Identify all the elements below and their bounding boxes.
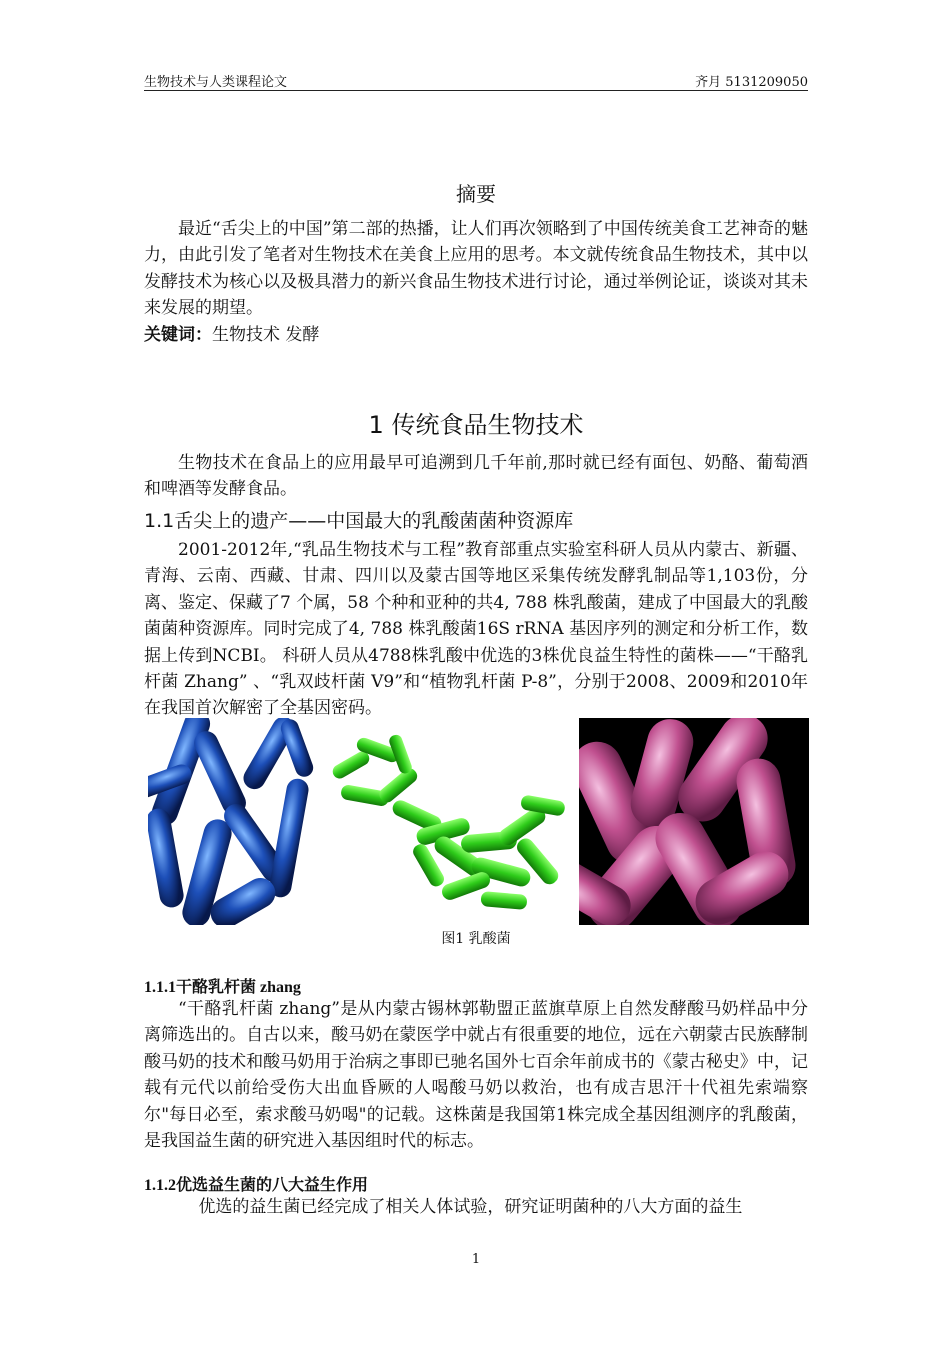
pink-bacteria-image bbox=[579, 718, 809, 925]
section-1-1-1-text: “干酪乳杆菌 zhang”是从内蒙古锡林郭勒盟正蓝旗草原上自然发酵酸马奶样品中分离筛选出的。自古以来，酸马奶在蒙医学中就占有很重要的地位，远在六朝蒙古民族酵制酸马奶的技术和酸马奶用于治病之事即已驰名国外七百余年前成书的《蒙古秘史》中，记载有元代以前给受伤大出血昏厥的人喝酸马奶以救治，也有成吉思汗十代祖先索端察尔"每日必至，索求酸马奶喝"的记载。这株菌是我国第1株完成全基因组测序的乳酸菌，是我国益生菌的研究进入基因组时代的标志。 bbox=[144, 999, 808, 1152]
abstract-title: 摘要 bbox=[456, 182, 496, 206]
section-1-1-1-body bbox=[144, 996, 808, 1154]
keywords-label: 关键词： bbox=[144, 324, 212, 345]
green-bacteria-image bbox=[321, 718, 574, 925]
section-1-1-title: 1.1舌尖上的遗产——中国最大的乳酸菌菌种资源库 bbox=[144, 510, 574, 532]
page-header bbox=[144, 69, 808, 91]
section-1-1-1-title: 1.1.1干酪乳杆菌 zhang bbox=[144, 979, 301, 996]
section-1-1-2-body bbox=[144, 1194, 808, 1220]
abstract-text: 最近“舌尖上的中国”第二部的热播，让人们再次领略到了中国传统美食工艺神奇的魅力，由此引发了笔者对生物技术在美食上应用的思考。本文就传统食品生物技术，其中以发酵技术为核心以及极具潜力的新兴食品生物技术进行讨论，通过举例论证，谈谈对其未来发展的期望。 bbox=[144, 219, 808, 319]
blue-bacteria-image bbox=[148, 718, 321, 925]
header-course-title: 生物技术与人类课程论文 bbox=[144, 75, 288, 90]
section-1-1-2-title: 1.1.2优选益生菌的八大益生作用 bbox=[144, 1177, 369, 1194]
section-1-title: 1 传统食品生物技术 bbox=[368, 411, 584, 439]
section-1-intro-text: 生物技术在食品上的应用最早可追溯到几千年前,那时就已经有面包、奶酪、葡萄酒和啤酒等发酵食品。 bbox=[144, 453, 808, 500]
page-number: 1 bbox=[471, 1252, 481, 1267]
section-1-1-body bbox=[144, 537, 808, 722]
section-1-1-2-text: 优选的益生菌已经完成了相关人体试验，研究证明菌种的八大方面的益生 bbox=[198, 1197, 743, 1217]
figure-pink-bacteria bbox=[579, 718, 809, 925]
section-1-intro bbox=[144, 450, 808, 503]
header-author: 齐月 5131209050 bbox=[695, 75, 808, 90]
section-1-1-text: 2001-2012年,“乳品生物技术与工程”教育部重点实验室科研人员从内蒙古、新疆、青海、云南、西藏、甘肃、四川以及蒙古国等地区采集传统发酵乳制品等1,103份，分离、鉴定、保藏了7 个属，58 个种和亚种的共4, 788 株乳酸菌，建成了中国最大的乳酸菌菌种资源库。同时完成了4, 788 株乳酸菌16S rRNA 基因序列的测定和分析工作，数据上传到NCBI。 科研人员从4788株乳酸中优选的3株优良益生特性的菌株——“干酪乳杆菌 Zhang” 、“乳双歧杆菌 V9”和“植物乳杆菌 P-8”，分别于2008、2009和2010年在我国首次解密了全基因密码。 bbox=[144, 540, 808, 719]
figure-caption: 图1 乳酸菌 bbox=[441, 931, 511, 947]
keywords-line bbox=[144, 322, 808, 348]
figure-blue-bacteria bbox=[148, 718, 321, 925]
figure-green-bacteria bbox=[321, 718, 574, 925]
keywords-value: 生物技术 发酵 bbox=[212, 324, 320, 345]
abstract-body bbox=[144, 216, 808, 348]
